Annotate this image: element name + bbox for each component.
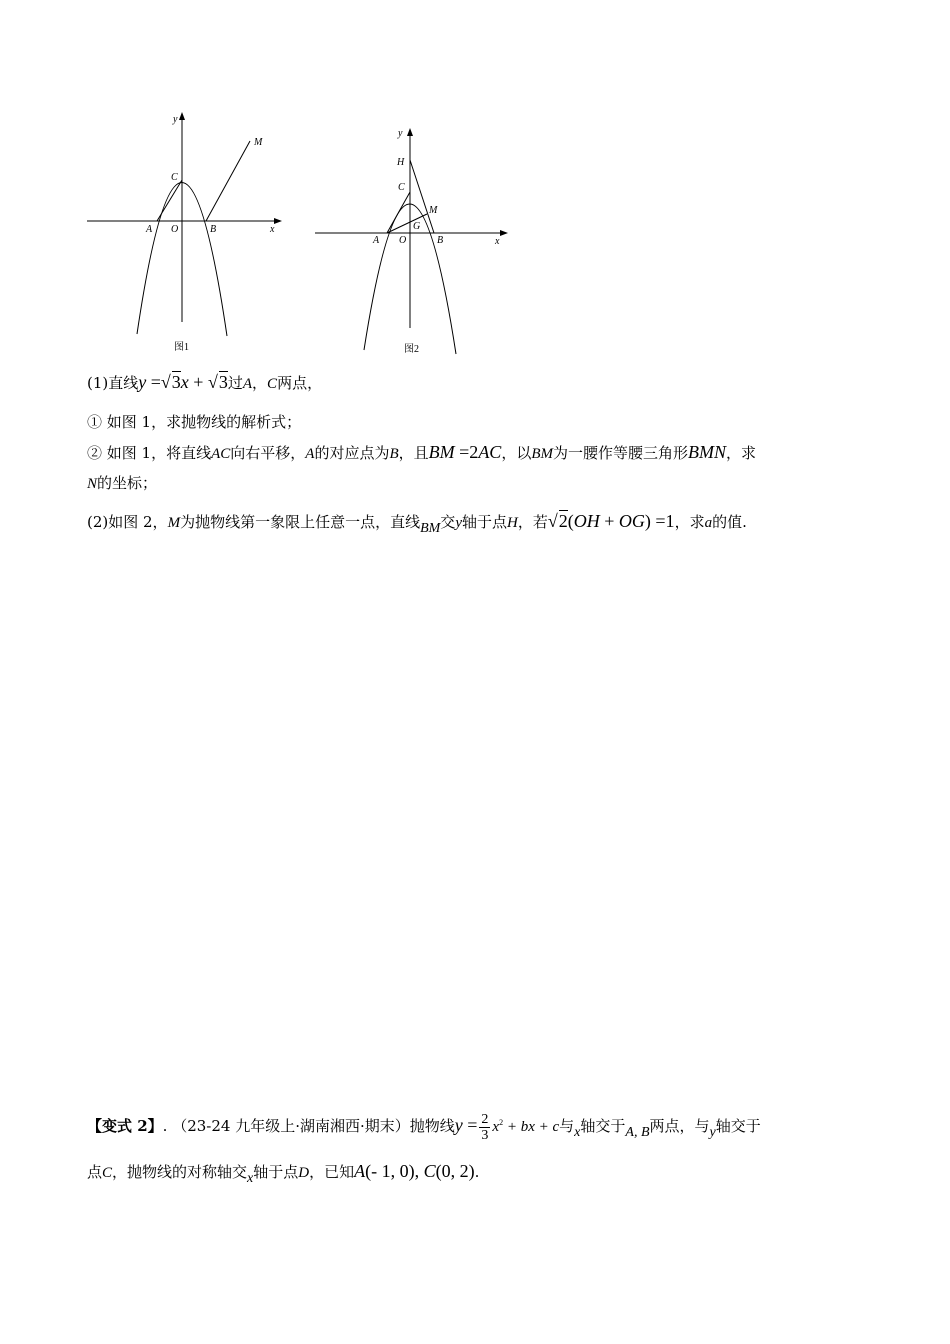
label-g: G (413, 221, 421, 232)
variant-2: 【变式 2】. （23-24 九年级上·湖南湘西·期末）抛物线y = $\frac{2}{3}$ $x^2$ + bx + c与x轴交于A, B两点，与y轴交于 (87, 1111, 761, 1143)
line-ac (157, 180, 182, 221)
figure-2-caption: 图2 (404, 344, 419, 355)
line-ac (387, 192, 410, 233)
label-m: M (429, 205, 438, 216)
variant-2-cont: 点C，抛物线的对称轴交x轴于点D，已知A(- 1, 0), C(0, 2). (87, 1161, 480, 1186)
label-a: A (373, 235, 380, 246)
question-1-part-2-cont: N的坐标； (87, 474, 158, 492)
label-b: B (437, 235, 444, 246)
label-h: H (397, 157, 405, 168)
label-b: B (210, 224, 217, 235)
figure-2 (310, 122, 520, 362)
label-y: y (173, 114, 178, 125)
label-c: C (171, 172, 178, 183)
label-x: x (495, 236, 500, 247)
label-c: C (398, 182, 405, 193)
label-x: x (270, 224, 275, 235)
label-o: O (399, 235, 407, 246)
label-o: O (171, 224, 179, 235)
label-m: M (254, 137, 263, 148)
question-1: (1)直线y =√3x + √3过A，C两点， (87, 372, 323, 392)
figure-1 (80, 108, 290, 358)
line-bm (206, 141, 250, 221)
fraction-two-thirds: $\frac{2}{3}$ (481, 1111, 489, 1143)
question-1-part-1: ① 如图 1，求抛物线的解析式； (87, 413, 302, 431)
label-y: y (398, 128, 403, 139)
question-2: (2)如图 2，M为抛物线第一象限上任意一点，直线BM交y轴于点H，若√2(OH + OG) =1，求a的值. (87, 511, 747, 536)
figure-1-caption: 图1 (174, 342, 189, 353)
question-1-part-2: ② 如图 1，将直线AC向右平移，A的对应点为B，且BM =2AC，以BM为一腰作等腰三角形BMN，求 (87, 442, 757, 462)
label-a: A (146, 224, 153, 235)
